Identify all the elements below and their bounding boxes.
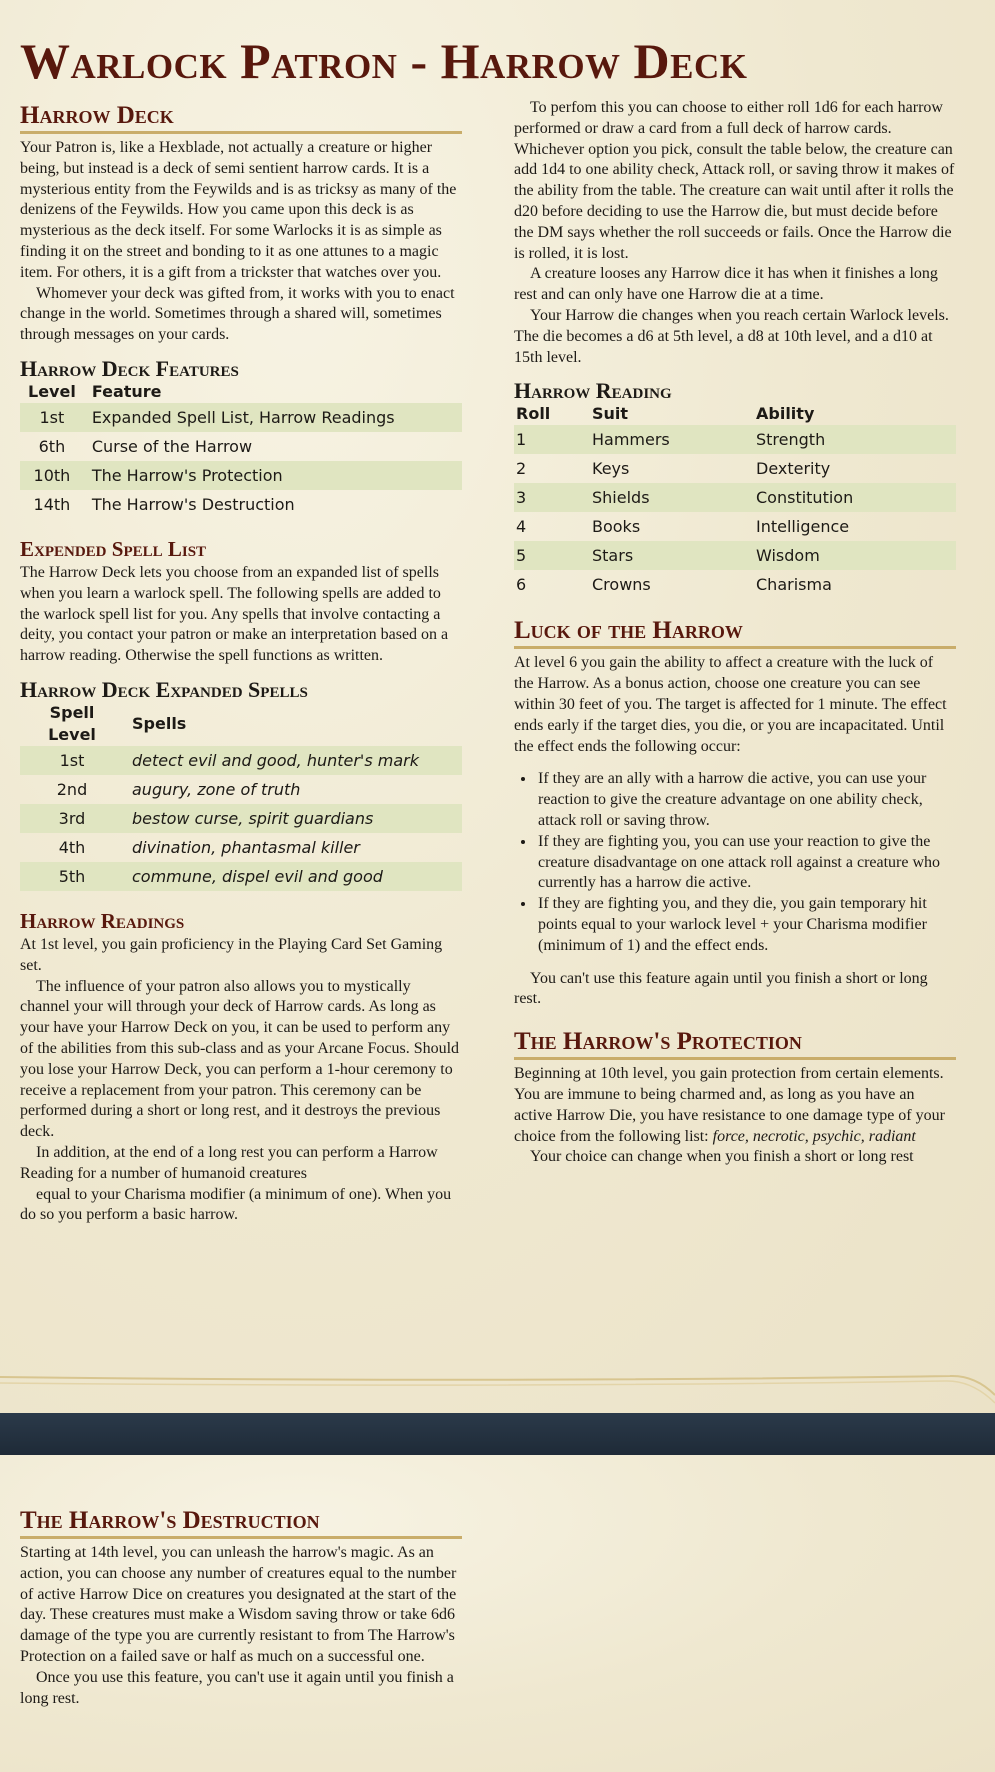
readings-heading: Harrow Readings [20, 908, 185, 933]
spells-table-heading: Harrow Deck Expanded Spells [20, 676, 308, 702]
expanded-list-paragraph: The Harrow Deck lets you choose from an expanded list of spells when you learn a warlock spell. The following spells are added to the warlock spell list for you. Any spells that involve contacting a deity, you contact your patron or make an interpretation based on a harrow reading. Otherwise the spell functions as written. [20, 563, 449, 665]
table-row [514, 541, 956, 570]
spell-names: bestow curse, spirit guardians [124, 804, 462, 833]
reading-ability: Strength [748, 425, 956, 454]
harrow-deck-paragraph-2: Whomever your deck was gifted from, it works with you to enact change in the world. Sometimes through a shared will, sometimes through messages on your cards. [20, 284, 455, 344]
spell-names: detect evil and good, hunter's mark [124, 746, 462, 775]
table-row [20, 775, 462, 804]
harrow-deck-heading: Harrow Deck [20, 102, 462, 134]
table-row [514, 483, 956, 512]
reading-col-suit: Suit [592, 404, 629, 424]
reading-table-heading: Harrow Reading [514, 378, 672, 404]
list-item: • If they are an ally with a harrow die active, you can use your reaction to give the creature advantage on one ability check, attack roll or saving throw. [536, 769, 956, 831]
list-item: • If they are fighting you, you can use your reaction to give the creature disadvantage on one attack roll against a creature who currently has a harrow die active. [536, 832, 956, 894]
right-column [514, 98, 956, 1168]
table-row [20, 461, 462, 490]
spell-names: divination, phantasmal killer [132, 837, 360, 857]
reading-roll: 6 [516, 575, 527, 595]
reading-table [514, 403, 956, 599]
features-col-feature: Feature [91, 381, 162, 401]
table-row [514, 512, 956, 541]
destruction-paragraph-1: Starting at 14th level, you can unleash the harrow's magic. As an action, you can choose any number of creatures equal to the number of active Harrow Dice on creatures you designated at the start of the day. These creatures must make a Wisdom saving throw or take 6d6 damage of the type you are currently resistant to from The Harrow's Protection on a failed save or half as much on a successful one. [20, 1544, 457, 1665]
protection-paragraph-2: Your choice can change when you finish a short or long rest [530, 1148, 914, 1166]
feature-level: 6th [38, 436, 66, 456]
left-column [20, 102, 462, 1226]
reading-suit: Books [592, 517, 641, 537]
spell-level: 5th [20, 862, 124, 891]
page-separator [0, 1413, 995, 1455]
readings-paragraph-1: At 1st level, you gain proficiency in the Playing Card Set Gaming set. [20, 935, 443, 974]
readings-paragraph-3a: In addition, at the end of a long rest you can perform a Harrow Reading for a number of humanoid creatures [20, 1143, 438, 1182]
reading-suit: Shields [584, 483, 748, 512]
expanded-list-heading: Expended Spell List [20, 536, 207, 561]
reading-roll: 5 [514, 541, 584, 570]
luck-paragraph-1: At level 6 you gain the ability to affect a creature with the luck of the Harrow. As a bonus action, choose one creature you can see within 30 feet of you. The target is affected for 1 minute. The effect ends early if the target dies, you die, or you are incapacitated. Until the effect ends the following occur: [514, 654, 947, 755]
table-row [20, 403, 462, 432]
protection-paragraph-1 [514, 1064, 956, 1147]
reading-ability: Constitution [748, 483, 956, 512]
reading-roll: 2 [516, 459, 527, 479]
harrow-deck-paragraph-1: Your Patron is, like a Hexblade, not actually a creature or higher being, but instead is a deck of semi sentient harrow cards. It is a mysterious entity from the Feywilds and is as tricksy as many of the denizens of the Feywilds. How you came upon this deck is as mysterious as the deck itself. For some Warlocks it is as simple as finding it on the street and bonding to it as one attunes to a magic item. For others, it is a gift from a trickster that watches over you. [20, 139, 457, 281]
page-2-left-column [20, 1507, 462, 1709]
protection-text: Beginning at 10th level, you gain protection from certain elements. You are immune to being charmed and, as long as you have an active Harrow Die, you have resistance to one damage type of your choice from the following list: [514, 1065, 945, 1145]
feature-name: The Harrow's Destruction [91, 494, 295, 514]
spell-names: commune, dispel evil and good [124, 862, 462, 891]
table-row [20, 746, 462, 775]
luck-heading: Luck of the Harrow [514, 617, 956, 649]
reading-suit: Stars [584, 541, 748, 570]
features-table [20, 381, 462, 519]
page-title: Warlock Patron - Harrow Deck [20, 33, 748, 89]
features-col-level: Level [28, 381, 76, 401]
features-table-heading: Harrow Deck Features [20, 355, 239, 381]
reading-ability: Intelligence [756, 517, 850, 537]
reading-suit: Crowns [592, 575, 651, 595]
reading-roll: 4 [516, 517, 527, 537]
feature-name: Curse of the Harrow [91, 436, 253, 456]
table-row [514, 425, 956, 454]
spell-level: 1st [20, 746, 124, 775]
readings-paragraph-3b: equal to your Charisma modifier (a minimum of one). When you do so you perform a basic harrow. [20, 1185, 452, 1224]
table-row [514, 454, 956, 483]
list-item: • If they are fighting you, and they die, you gain temporary hit points equal to your warlock level + your Charisma modifier (minimum of 1) and the effect ends. [536, 894, 956, 956]
feature-level: 10th [20, 461, 84, 490]
spells-col-level: Spell Level [48, 702, 96, 744]
reading-roll: 3 [514, 483, 584, 512]
table-row [20, 490, 462, 519]
spell-level: 4th [58, 837, 86, 857]
page-2 [0, 1455, 995, 1772]
protection-damage-types: force, necrotic, psychic, radiant [712, 1127, 916, 1145]
feature-name: Expanded Spell List, Harrow Readings [84, 403, 462, 432]
luck-paragraph-2: You can't use this feature again until you finish a short or long rest. [514, 969, 928, 1008]
protection-heading: The Harrow's Protection [514, 1028, 956, 1060]
luck-bullet-list [536, 769, 956, 956]
spells-table [20, 702, 462, 891]
destruction-heading: The Harrow's Destruction [20, 1507, 462, 1539]
destruction-paragraph-2: Once you use this feature, you can't use it again until you finish a long rest. [20, 1668, 454, 1707]
spells-col-spells: Spells [132, 713, 187, 733]
reading-roll: 1 [514, 425, 584, 454]
table-row [514, 570, 956, 599]
feature-name: The Harrow's Protection [84, 461, 462, 490]
reading-intro-paragraph-2: A creature looses any Harrow dice it has when it finishes a long rest and can only have one Harrow die at a time. [514, 265, 938, 304]
reading-intro-paragraph-3: Your Harrow die changes when you reach certain Warlock levels. The die becomes a d6 at 5th level, a d8 at 10th level, and a d10 at 15th level. [514, 306, 949, 366]
reading-ability: Charisma [756, 575, 832, 595]
table-row [20, 804, 462, 833]
spell-names: augury, zone of truth [132, 779, 301, 799]
reading-ability: Dexterity [756, 459, 831, 479]
table-row [20, 432, 462, 461]
table-row [20, 833, 462, 862]
reading-suit: Keys [592, 459, 630, 479]
table-row [20, 862, 462, 891]
spell-level: 2nd [56, 779, 88, 799]
page-footer-ornament [0, 1373, 995, 1413]
reading-col-roll: Roll [516, 404, 551, 424]
reading-col-ability: Ability [756, 404, 815, 424]
feature-level: 1st [20, 403, 84, 432]
reading-suit: Hammers [584, 425, 748, 454]
spell-level: 3rd [20, 804, 124, 833]
reading-ability: Wisdom [748, 541, 956, 570]
feature-level: 14th [33, 494, 71, 514]
reading-intro-paragraph-1: To perfom this you can choose to either roll 1d6 for each harrow performed or draw a card from a full deck of harrow cards. Whichever option you pick, consult the table below, the creature can add 1d4 to one ability check, Attack roll, or saving throw it makes of the ability from the table. The creature can wait until after it rolls the d20 before deciding to use the Harrow die, but must decide before the DM says whether the roll succeeds or fails. Once the Harrow die is rolled, it is lost. [514, 99, 955, 262]
readings-paragraph-2: The influence of your patron also allows you to mystically channel your will through your deck of Harrow cards. As long as your have your Harrow Deck on you, it can be used to perform any of the abilities from this sub-class and as your Arcane Focus. Should you lose your Harrow Deck, you can perform a 1-hour ceremony to receive a replacement from your patron. This ceremony can be performed during a short or long rest, and it destroys the previous deck. [20, 977, 460, 1141]
